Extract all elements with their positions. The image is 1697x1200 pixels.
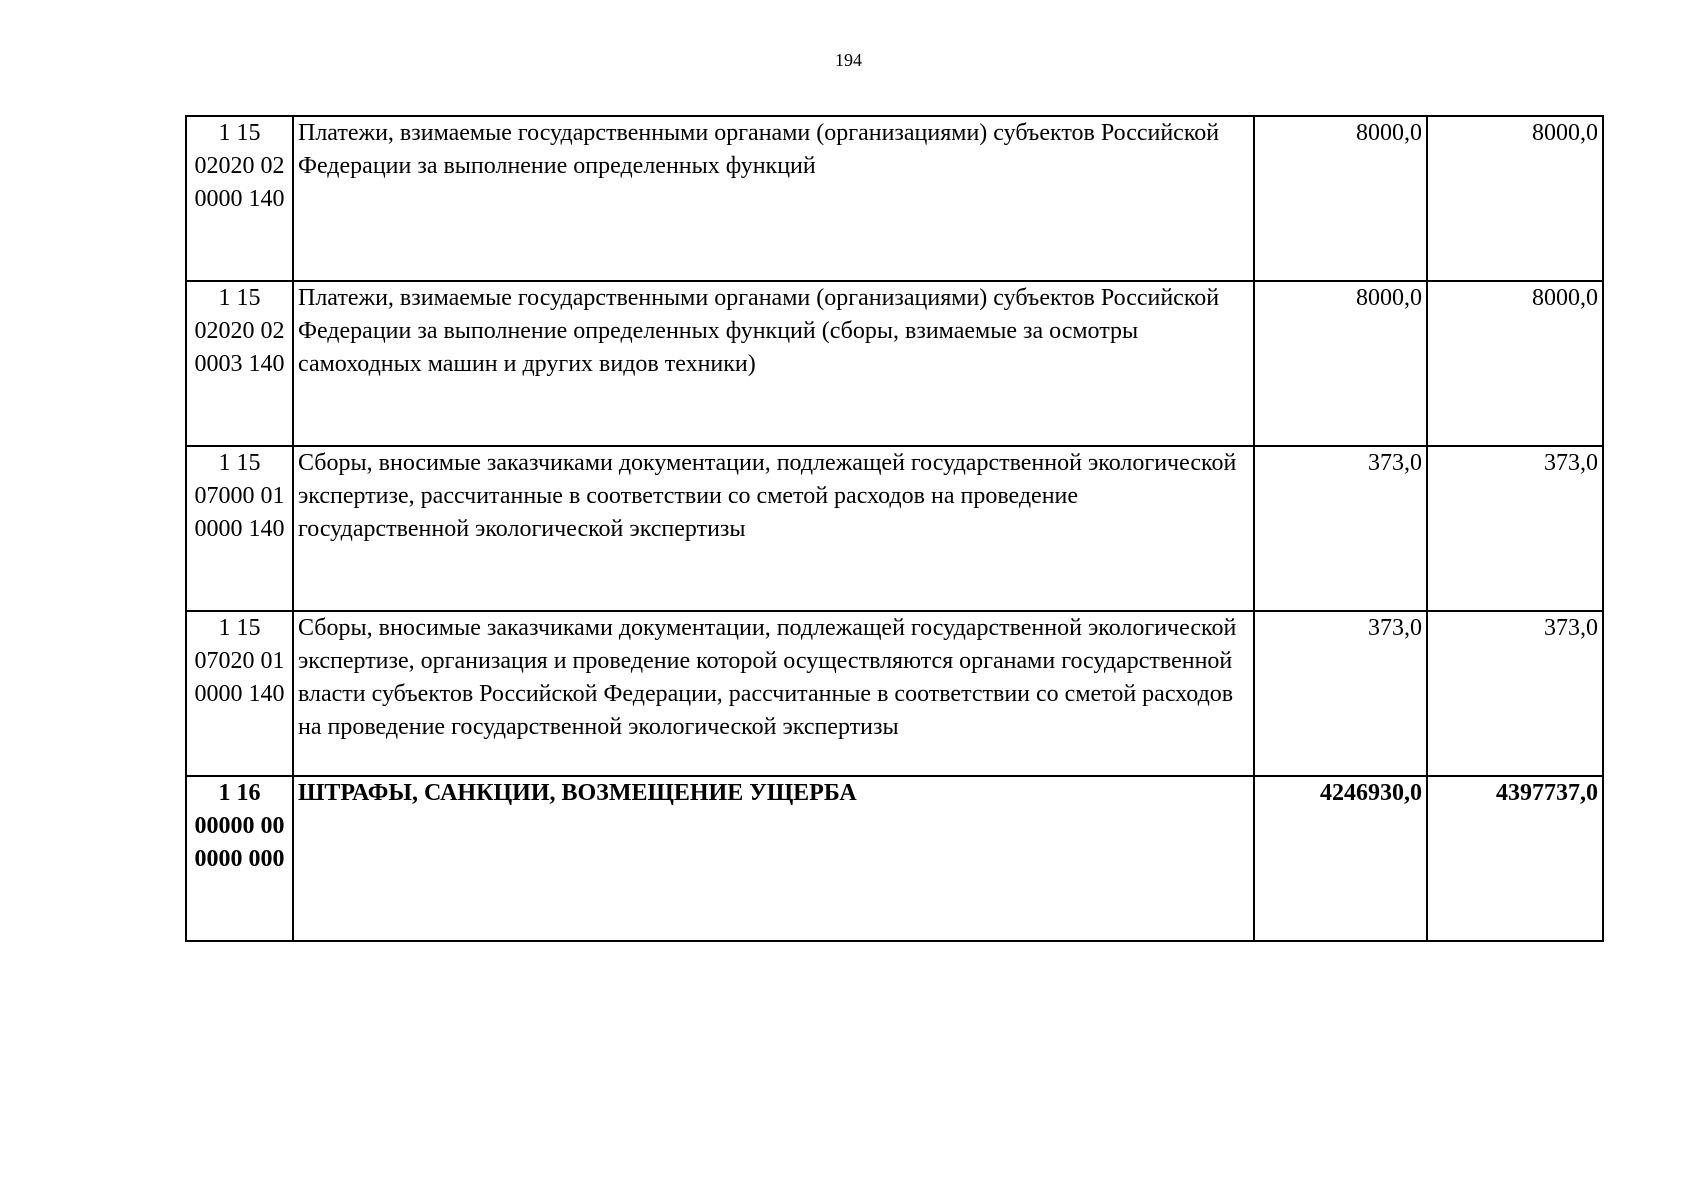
budget-code-line: 1 15 — [218, 615, 261, 641]
budget-code-line: 1 16 — [218, 780, 261, 806]
table-row — [186, 611, 1603, 776]
budget-code-line: 02020 02 — [194, 153, 285, 179]
table-row — [186, 446, 1603, 611]
amount-year-2-cell: 8000,0 — [1427, 116, 1603, 281]
budget-code-line: 07000 01 — [194, 483, 285, 509]
budget-code-line: 0000 140 — [194, 681, 285, 707]
amount-year-1-cell: 373,0 — [1254, 446, 1427, 611]
budget-code-line: 0000 140 — [194, 186, 285, 212]
budget-code-cell — [186, 281, 293, 446]
budget-code-cell — [186, 116, 293, 281]
budget-code-line: 07020 01 — [194, 648, 285, 674]
amount-year-2-cell: 373,0 — [1427, 611, 1603, 776]
budget-code-cell — [186, 446, 293, 611]
amount-year-2-cell: 373,0 — [1427, 446, 1603, 611]
description-cell: Сборы, вносимые заказчиками документации, подлежащей государственной экологической экспертизе, рассчитанные в соответствии со сметой расходов на проведение государственной экологической экспертизы — [293, 446, 1254, 611]
budget-code-line: 0003 140 — [194, 351, 285, 377]
amount-year-1-cell: 8000,0 — [1254, 116, 1427, 281]
budget-code-line: 1 15 — [218, 285, 261, 311]
amount-year-1-cell: 8000,0 — [1254, 281, 1427, 446]
amount-year-2-cell: 4397737,0 — [1427, 776, 1603, 941]
budget-code-line: 02020 02 — [194, 318, 285, 344]
amount-year-1-cell: 4246930,0 — [1254, 776, 1427, 941]
table-row — [186, 116, 1603, 281]
amount-year-2-cell: 8000,0 — [1427, 281, 1603, 446]
budget-revenue-table — [185, 115, 1604, 942]
amount-year-1-cell: 373,0 — [1254, 611, 1427, 776]
budget-code-cell — [186, 611, 293, 776]
page-number: 194 — [835, 50, 862, 70]
table-row — [186, 281, 1603, 446]
budget-code-cell — [186, 776, 293, 941]
budget-code-line: 1 15 — [218, 120, 261, 146]
description-cell: Сборы, вносимые заказчиками документации, подлежащей государственной экологической экспертизе, организация и проведение которой осуществляются органами государственной власти субъектов Российской Федерации, рассчитанные в соответствии со сметой расходов на проведение государственной экологической экспертизы — [293, 611, 1254, 776]
budget-code-line: 0000 000 — [194, 846, 285, 872]
budget-code-line: 1 15 — [218, 450, 261, 476]
description-cell: Платежи, взимаемые государственными органами (организациями) субъектов Российской Федерации за выполнение определенных функций — [293, 116, 1254, 281]
budget-code-line: 0000 140 — [194, 516, 285, 542]
budget-code-line: 00000 00 — [194, 813, 285, 839]
description-cell: Платежи, взимаемые государственными органами (организациями) субъектов Российской Федерации за выполнение определенных функций (сборы, взимаемые за осмотры самоходных машин и других видов техники) — [293, 281, 1254, 446]
table-row-section-total — [186, 776, 1603, 941]
description-cell: ШТРАФЫ, САНКЦИИ, ВОЗМЕЩЕНИЕ УЩЕРБА — [293, 776, 1254, 941]
